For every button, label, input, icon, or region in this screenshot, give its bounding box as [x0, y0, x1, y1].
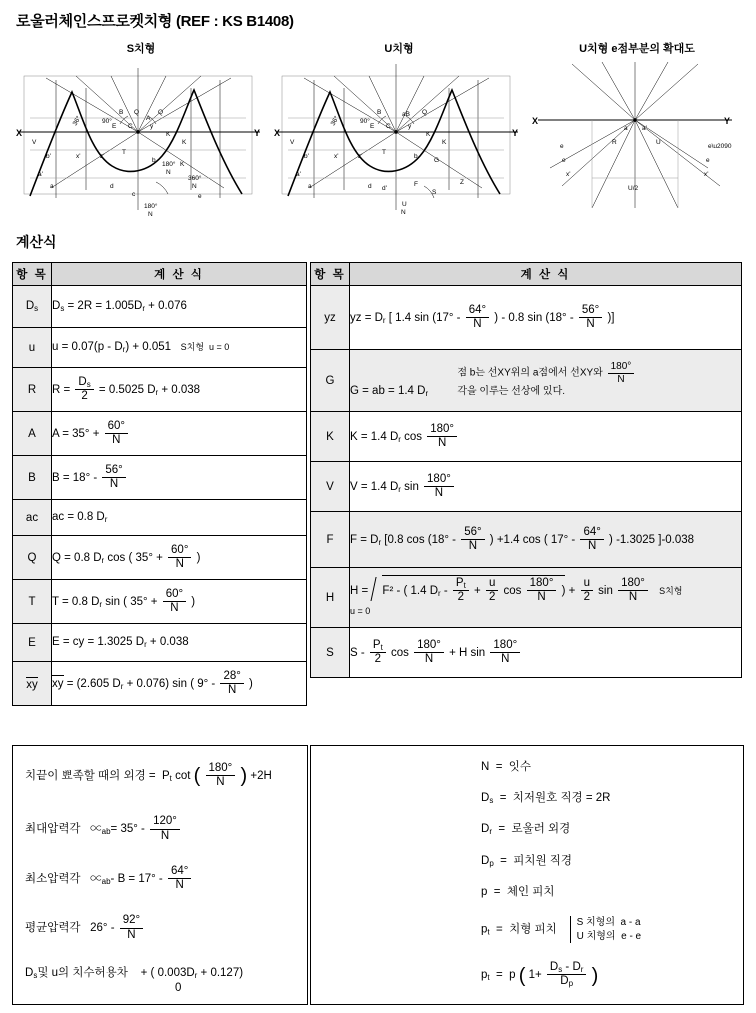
- legend-pt-formula: $p_t = p$ ( 1+ $\frac{D_s - D_r}{D_p}$ ): [481, 961, 599, 989]
- svg-text:U: U: [402, 201, 407, 208]
- svg-text:e: e: [560, 143, 564, 150]
- table-row: [13, 328, 307, 368]
- svg-text:e: e: [706, 157, 710, 164]
- svg-text:T: T: [382, 149, 386, 156]
- svg-text:a: a: [624, 125, 628, 132]
- row-item-e: E: [13, 624, 52, 662]
- table-row: [311, 568, 742, 628]
- legend-p: p = 체인 피치: [481, 886, 555, 899]
- svg-text:b': b': [304, 153, 309, 160]
- svg-text:V: V: [290, 139, 295, 146]
- svg-text:K: K: [442, 139, 447, 146]
- note-min-pressure-angle: 최소압력각 $\propto_{ab}-$ B = 17° - $\frac{64^\circ}{N}$: [13, 865, 307, 892]
- svg-text:U: U: [656, 139, 661, 146]
- svg-text:e: e: [562, 157, 566, 164]
- svg-text:X: X: [274, 128, 281, 138]
- svg-text:y: y: [408, 123, 412, 130]
- figure-caption-s: S치형: [126, 43, 156, 55]
- table-row: [311, 462, 742, 512]
- svg-text:e: e: [198, 193, 202, 200]
- legend-ds: $D_s$ = 치저원호 직경 = 2R: [481, 791, 611, 805]
- figure-u-tooth-enlarged: [532, 40, 742, 218]
- svg-text:G: G: [434, 157, 440, 164]
- row-item-k: K: [311, 412, 350, 462]
- svg-text:F: F: [414, 181, 418, 188]
- row-item-h: H: [311, 568, 350, 628]
- svg-text:Y: Y: [512, 128, 519, 138]
- table-row: [13, 662, 307, 706]
- svg-text:360°: 360°: [188, 175, 202, 182]
- row-item-r: R: [13, 368, 52, 412]
- axis-label-x-left: X: [16, 128, 23, 138]
- row-formula-ac: ac = 0.8 $D_r$: [52, 500, 307, 536]
- svg-text:a': a': [38, 171, 43, 178]
- row-item-v: V: [311, 462, 350, 512]
- table-row: [13, 536, 307, 580]
- figure-caption-enlarged: U치형 e점부분의 확대도: [579, 43, 695, 55]
- svg-text:K: K: [166, 131, 171, 138]
- note-tolerance: $D_s$및 u의 치수허용차 + ( $0.003D_r + 0.127$) 0: [25, 966, 244, 995]
- svg-text:a': a': [296, 171, 301, 178]
- table-row: [13, 412, 307, 456]
- svg-text:x': x': [334, 153, 339, 160]
- u-tooth-e-point-enlarged-diagram: [532, 58, 742, 218]
- notes-box-left: [12, 745, 308, 1005]
- table-header-formula: 계 산 식: [52, 263, 307, 286]
- figure-caption-u: U치형: [384, 43, 414, 55]
- svg-text:b': b': [46, 153, 51, 160]
- figure-s-tooth: [16, 40, 266, 218]
- svg-text:N: N: [166, 169, 171, 176]
- svg-text:K: K: [182, 139, 187, 146]
- svg-text:z': z': [100, 153, 105, 160]
- row-item-yz: yz: [311, 286, 350, 350]
- u-tooth-profile-diagram: [274, 58, 524, 218]
- svg-text:B: B: [119, 109, 124, 116]
- svg-text:36°: 36°: [329, 114, 341, 127]
- svg-text:aB: aB: [402, 111, 410, 118]
- row-item-ac: ac: [13, 500, 52, 536]
- table-row: [13, 500, 307, 536]
- svg-text:N: N: [192, 183, 197, 190]
- svg-text:S: S: [432, 189, 437, 196]
- row-formula-u: $u = 0.07(p - D_r) + 0.051$ S치형 u = 0: [52, 328, 307, 368]
- page-title: 로울러체인스프로켓치형 (REF : KS B1408): [16, 13, 294, 30]
- svg-text:x': x': [566, 171, 571, 178]
- table-header-item: 항 목: [13, 263, 52, 286]
- svg-text:a: a: [50, 183, 54, 190]
- row-formula-t: T = 0.8 $D_r$ sin ( 35° + $\frac{60^\circ}{N}$ ): [52, 580, 307, 624]
- row-item-q: Q: [13, 536, 52, 580]
- table-header-formula-right: 계 산 식: [350, 263, 742, 286]
- svg-text:36°: 36°: [71, 114, 83, 127]
- row-formula-k: K = 1.4 $D_r$ cos $\frac{180^\circ}{N}$: [350, 412, 742, 462]
- svg-text:T: T: [122, 149, 126, 156]
- svg-text:z': z': [358, 153, 363, 160]
- table-row: [311, 286, 742, 350]
- row-formula-e: E = cy = 1.3025 $D_r + 0.038$: [52, 624, 307, 662]
- svg-text:a': a': [642, 125, 647, 132]
- row-formula-ds: $D_s = 2R = 1.005D_r + 0.076$: [52, 286, 307, 328]
- svg-text:x': x': [704, 171, 709, 178]
- svg-text:c: c: [132, 191, 136, 198]
- table-row: [13, 368, 307, 412]
- table-row: [13, 456, 307, 500]
- table-row: [311, 350, 742, 412]
- table-row: [13, 286, 307, 328]
- formula-table-left: [12, 262, 307, 706]
- row-formula-v: V = 1.4 $D_r$ sin $\frac{180^\circ}{N}$: [350, 462, 742, 512]
- table-row: [311, 412, 742, 462]
- svg-text:U/2: U/2: [628, 185, 639, 192]
- svg-text:b: b: [414, 153, 418, 160]
- row-item-ds: $D_s$: [13, 286, 52, 328]
- svg-text:K: K: [426, 131, 431, 138]
- table-row: [13, 580, 307, 624]
- svg-text:Q: Q: [422, 109, 428, 116]
- table-row: [311, 512, 742, 568]
- row-item-xy: xy: [13, 662, 52, 706]
- svg-text:X: X: [532, 116, 539, 126]
- note-max-pressure-angle: 최대압력각 $\propto_{ab}= 35^\circ$ - $\frac{120^\circ}{N}$: [13, 815, 307, 842]
- note-pointed-tip-od: 치끝이 뾰족할 때의 외경 = $P_t$ cot ( $\frac{180^\circ}{N}$ ) +2H: [25, 762, 272, 789]
- svg-text:C: C: [386, 123, 391, 130]
- svg-text:180°: 180°: [144, 203, 158, 210]
- svg-text:y: y: [150, 123, 154, 130]
- svg-text:V: V: [32, 139, 37, 146]
- row-item-t: T: [13, 580, 52, 624]
- svg-text:E: E: [370, 123, 375, 130]
- svg-text:a: a: [308, 183, 312, 190]
- svg-text:e\u2090: e\u2090: [708, 143, 732, 150]
- svg-text:d': d': [382, 185, 387, 192]
- svg-text:Y: Y: [724, 116, 731, 126]
- row-formula-a: A = 35° + $\frac{60^\circ}{N}$: [52, 412, 307, 456]
- table-row: [13, 624, 307, 662]
- svg-text:E: E: [112, 123, 117, 130]
- row-formula-r: R = $\frac{D_s}{2}$ = 0.5025 $D_r + 0.038$: [52, 368, 307, 412]
- svg-text:K: K: [180, 161, 185, 168]
- section-title-formulas: 계산식: [16, 234, 57, 250]
- formula-table-right: [310, 262, 742, 678]
- svg-text:N: N: [148, 211, 153, 218]
- legend-box-right: [310, 745, 744, 1005]
- svg-text:C: C: [128, 123, 133, 130]
- svg-text:B: B: [377, 109, 382, 116]
- figure-row: [16, 40, 742, 225]
- legend-n: N = 잇수: [481, 761, 532, 773]
- row-formula-g: G = ab = 1.4 $D_r$ 점 b는 선XY위의 a점에서 선XY와 $\frac{180^\circ}{N}$ 각을 이루는 선상에 있다.: [350, 350, 742, 412]
- svg-text:Q: Q: [158, 109, 164, 116]
- legend-dr: $D_r$ = 로울러 외경: [481, 823, 571, 837]
- table-header-item-right: 항 목: [311, 263, 350, 286]
- axis-label-y-right: Y: [254, 128, 261, 138]
- svg-text:90°: 90°: [102, 118, 112, 125]
- s-tooth-profile-diagram: [16, 58, 266, 218]
- row-item-g: G: [311, 350, 350, 412]
- svg-text:x': x': [76, 153, 81, 160]
- svg-text:Z: Z: [460, 179, 464, 186]
- row-item-b: B: [13, 456, 52, 500]
- svg-text:180°: 180°: [162, 161, 176, 168]
- svg-text:A: A: [146, 115, 151, 122]
- figure-u-tooth: [274, 40, 524, 218]
- svg-text:N: N: [401, 209, 406, 216]
- row-formula-q: Q = 0.8 $D_r$ cos ( 35° + $\frac{60^\circ}{N}$ ): [52, 536, 307, 580]
- svg-text:d: d: [368, 183, 372, 190]
- row-item-f: F: [311, 512, 350, 568]
- legend-dp: $D_p$ = 피치원 직경: [481, 854, 573, 868]
- row-formula-xy: xy = (2.605 $D_r + 0.076$) sin ( 9° - $\frac{28^\circ}{N}$ ): [52, 662, 307, 706]
- svg-text:d: d: [110, 183, 114, 190]
- row-formula-b: B = 18° - $\frac{56^\circ}{N}$: [52, 456, 307, 500]
- row-formula-f: $F = D_r$ [0.8 cos (18° - $\frac{56^\circ}{N}$ ) +1.4 cos ( 17° - $\frac{64^\circ}{N}$ ) -1.3025 ]-0.038: [350, 512, 742, 568]
- legend-pt-pitch: $p_t$ = 치형 피치 S 치형의 a - a U 치형의 e - e: [481, 917, 642, 942]
- svg-text:R: R: [612, 139, 617, 146]
- row-formula-s: S - $\frac{P_t}{2}$ cos $\frac{180^\circ}{N}$ + H sin $\frac{180^\circ}{N}$: [350, 628, 742, 678]
- row-formula-h: H = F² - ( 1.4 $D_r$ - $\frac{P_t}{2}$ + $\frac{u}{2}$ cos $\frac{180^\circ}{N}$ ) + $\frac{u}{2}$ sin $\frac{180^\circ}{N}$ S치형 u = 0: [350, 568, 742, 628]
- svg-text:Q: Q: [134, 109, 140, 116]
- table-row: [311, 628, 742, 678]
- svg-text:90°: 90°: [360, 118, 370, 125]
- row-item-u: u: [13, 328, 52, 368]
- note-avg-pressure-angle: 평균압력각 26° - $\frac{92^\circ}{N}$: [13, 914, 307, 941]
- row-item-s: S: [311, 628, 350, 678]
- row-formula-yz: yz = $D_r$ [ 1.4 sin (17° - $\frac{64^\circ}{N}$ ) - 0.8 sin (18° - $\frac{56^\circ}{N}$ )]: [350, 286, 742, 350]
- svg-text:b: b: [152, 157, 156, 164]
- row-item-a: A: [13, 412, 52, 456]
